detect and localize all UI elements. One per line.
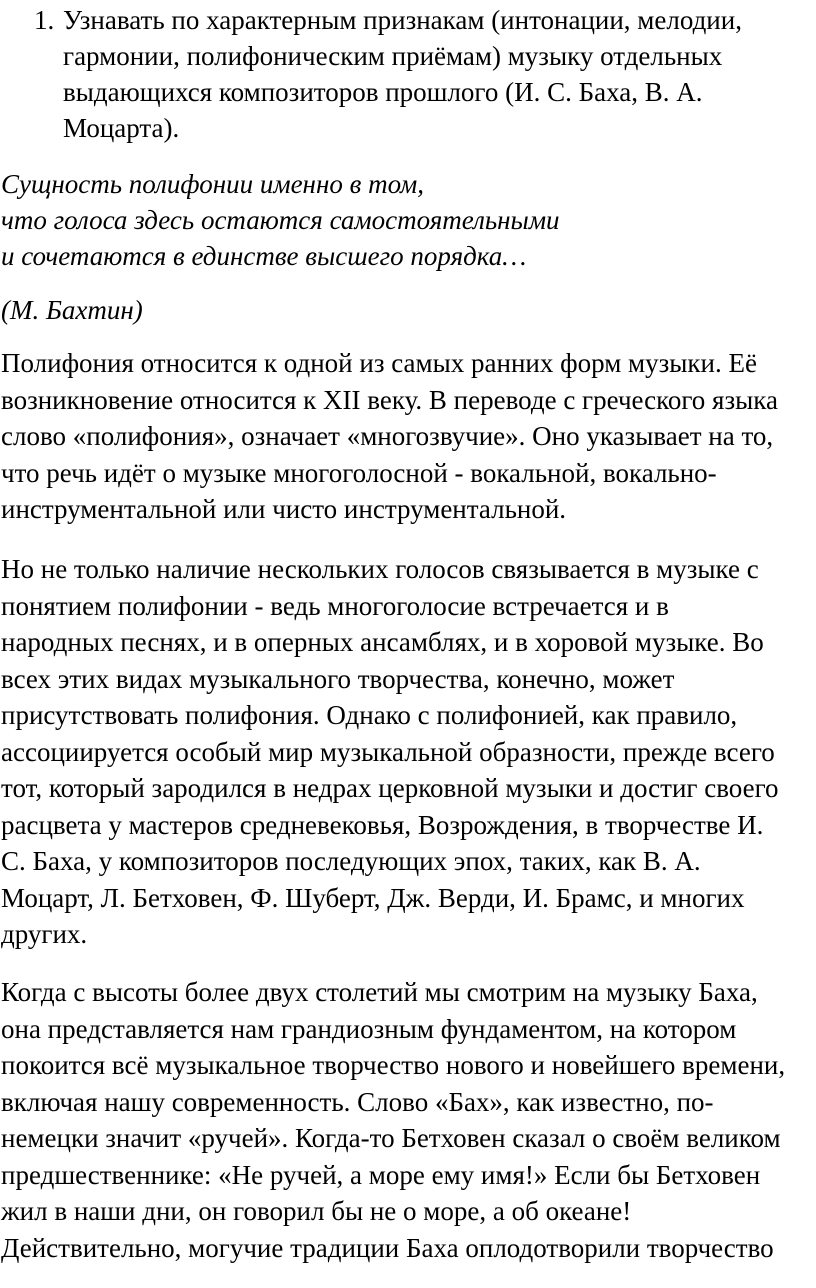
paragraph-line: расцвета у мастеров средневековья, Возрождения, в творчестве И. bbox=[1, 809, 764, 840]
paragraph-line: Моцарт, Л. Бетховен, Ф. Шуберт, Дж. Верди, И. Брамс, и многих bbox=[1, 882, 745, 913]
paragraph-line: немецки значит «ручей». Когда-то Бетховен сказал о своём великом bbox=[1, 1123, 781, 1153]
paragraph-line: предшественнике: «Не ручей, а море ему имя!» Если бы Бетховен bbox=[1, 1159, 761, 1190]
list-item-line: гармонии, полифоническим приёмам) музыку отдельных bbox=[63, 41, 723, 71]
paragraph-line: всех этих видах музыкального творчества, конечно, может bbox=[1, 663, 675, 694]
paragraph-line: жил в наши дни, он говорил бы не о море, а об океане! bbox=[1, 1196, 632, 1226]
list-item-number: 1. bbox=[34, 5, 55, 35]
paragraph-line: других. bbox=[1, 919, 88, 949]
paragraph-line: инструментальной или чисто инструментальной. bbox=[1, 494, 567, 524]
paragraph-line: покоится всё музыкальное творчество нового и новейшего времени, bbox=[1, 1050, 786, 1080]
paragraph-bach bbox=[1, 974, 813, 1266]
paragraph-line: понятием полифонии - ведь многоголосие встречается и в bbox=[1, 590, 669, 621]
list-item-text bbox=[63, 2, 813, 146]
epigraph-line: и сочетаются в единстве высшего порядка… bbox=[1, 241, 527, 271]
paragraph-polyphony-origin bbox=[1, 345, 813, 528]
paragraph-line: тот, который зародился в недрах церковной музыки и достиг своего bbox=[1, 773, 779, 803]
paragraph-line: она представляется нам грандиозным фундаментом, на котором bbox=[1, 1013, 737, 1044]
paragraph-line: народных песнях, и в оперных ансамблях, и в хоровой музыке. Во bbox=[1, 627, 764, 657]
paragraph-line: С. Баха, у композиторов последующих эпох, таких, как В. А. bbox=[1, 846, 701, 876]
paragraph-line: Действительно, могучие традиции Баха оплодотворили творчество bbox=[1, 1232, 774, 1263]
paragraph-line: Когда с высоты более двух столетий мы смотрим на музыку Баха, bbox=[1, 977, 758, 1007]
epigraph-line: Сущность полифонии именно в том, bbox=[1, 169, 425, 199]
paragraph-line: возникновение относится к XII веку. В переводе с греческого языка bbox=[1, 384, 778, 415]
epigraph-quote bbox=[1, 166, 801, 274]
epigraph-author: (М. Бахтин) bbox=[1, 295, 143, 325]
paragraph-line: ассоциируется особый мир музыкальной образности, прежде всего bbox=[1, 736, 775, 767]
paragraph-line: слово «полифония», означает «многозвучие». Оно указывает на то, bbox=[1, 421, 774, 451]
list-item-line: выдающихся композиторов прошлого (И. С. Баха, В. А. bbox=[63, 77, 703, 107]
paragraph-line: Но не только наличие нескольких голосов связывается в музыке с bbox=[1, 554, 759, 584]
list-item-line: Моцарта). bbox=[63, 113, 180, 143]
list-item-line: Узнавать по характерным признакам (интонации, мелодии, bbox=[63, 5, 742, 35]
paragraph-line: Полифония относится к одной из самых ранних форм музыки. Её bbox=[1, 348, 757, 378]
paragraph-polyphony-voices bbox=[1, 551, 813, 953]
paragraph-line: присутствовать полифония. Однако с полифонией, как правило, bbox=[1, 700, 738, 730]
paragraph-line: что речь идёт о музыке многоголосной - вокальной, вокально- bbox=[1, 457, 717, 488]
epigraph-line: что голоса здесь остаются самостоятельными bbox=[1, 205, 560, 235]
paragraph-line: включая нашу современность. Слово «Бах», как известно, по- bbox=[1, 1086, 714, 1117]
